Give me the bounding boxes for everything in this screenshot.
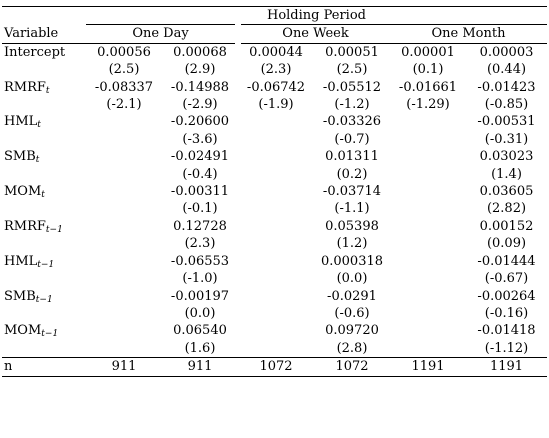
n-value-cell: 1072: [314, 358, 390, 376]
t-statistic-cell: (-1.1): [334, 201, 370, 217]
coefficient-cell: 0.00056: [97, 44, 151, 60]
t-statistic-cell: (2.3): [184, 236, 216, 252]
t-statistic-cell: [86, 166, 162, 183]
t-statistic-cell: (0.0): [336, 271, 368, 287]
t-statistic-cell: [86, 235, 162, 252]
column-header-row: [2, 25, 547, 43]
variable-label: Intercept: [4, 44, 66, 60]
t-statistic-cell: (0.09): [486, 236, 527, 252]
coefficient-cell: -0.14988: [170, 79, 230, 95]
n-value-cell: 1191: [390, 358, 466, 376]
coefficient-cell: -0.06553: [170, 253, 230, 269]
t-statistic-cell: (-0.1): [182, 201, 218, 217]
coefficient-cell: [390, 253, 466, 270]
holding-period-label: Holding Period: [86, 7, 547, 25]
coefficient-cell: -0.00264: [477, 288, 536, 304]
t-statistic-cell: [390, 200, 466, 217]
t-statistic-cell: [238, 166, 314, 183]
blank-cell: [2, 61, 86, 78]
table-row-tstats: [2, 166, 547, 183]
variable-name: [2, 148, 86, 165]
holding-period-header-row: [2, 7, 547, 25]
t-statistic-cell: (1.4): [491, 166, 522, 182]
t-statistic-cell: [86, 131, 162, 148]
variable-name: [2, 43, 86, 61]
coefficient-cell: [86, 113, 162, 130]
t-statistic-cell: (2.82): [486, 201, 527, 217]
table-body: [2, 43, 547, 376]
coefficient-cell: 0.05398: [325, 218, 379, 234]
table-row-coefficients: [2, 183, 547, 200]
coefficient-cell: 0.03023: [479, 149, 534, 165]
coefficient-cell: -0.03714: [322, 184, 382, 200]
coefficient-cell: -0.02491: [170, 149, 230, 165]
t-statistic-cell: (-1.29): [406, 97, 450, 113]
coefficient-cell: [390, 113, 466, 130]
table-row-tstats: [2, 61, 547, 78]
blank-cell: [2, 340, 86, 358]
coefficient-cell: 0.03605: [479, 184, 534, 200]
table-row-coefficients: [2, 322, 547, 339]
t-statistic-cell: [86, 270, 162, 287]
variable-subscript: t−1: [37, 259, 55, 270]
table-row-coefficients: [2, 148, 547, 165]
t-statistic-cell: (2.5): [108, 62, 140, 78]
t-statistic-cell: [390, 166, 466, 183]
n-label: n: [2, 358, 86, 376]
t-statistic-cell: [238, 340, 314, 358]
coefficient-cell: -0.20600: [170, 114, 230, 130]
coefficient-cell: [238, 218, 314, 235]
coefficient-cell: 0.00152: [479, 218, 534, 234]
t-statistic-cell: [390, 235, 466, 252]
table-row-tstats: [2, 96, 547, 113]
n-value-cell: 1191: [466, 358, 547, 376]
t-statistic-cell: (1.6): [184, 340, 216, 356]
variable-label: HML: [4, 253, 38, 269]
t-statistic-cell: [390, 270, 466, 287]
t-statistic-cell: (2.8): [336, 340, 368, 356]
table-row-tstats: [2, 305, 547, 322]
variable-label: RMRF: [4, 79, 46, 95]
coefficient-cell: -0.01661: [398, 79, 458, 95]
table-row-tstats: [2, 131, 547, 148]
variable-subscript: t: [35, 155, 40, 166]
header-blank-cell: [2, 7, 86, 25]
table-row-coefficients: [2, 253, 547, 270]
table-row-coefficients: [2, 218, 547, 235]
table-row-tstats: [2, 235, 547, 252]
table-row-coefficients: [2, 43, 547, 61]
t-statistic-cell: (-0.16): [484, 305, 529, 321]
t-statistic-cell: (2.9): [184, 62, 216, 78]
table-row-coefficients: [2, 113, 547, 130]
t-statistic-cell: (0.0): [184, 305, 216, 321]
variable-label: SMB: [4, 288, 36, 304]
blank-cell: [2, 305, 86, 322]
t-statistic-cell: [86, 305, 162, 322]
t-statistic-cell: (-0.6): [334, 305, 370, 321]
t-statistic-cell: (-1.9): [258, 97, 294, 113]
variable-name: [2, 183, 86, 200]
t-statistic-cell: (2.5): [336, 62, 368, 78]
t-statistic-cell: [390, 131, 466, 148]
variable-name: [2, 79, 86, 96]
coefficient-cell: -0.00197: [170, 288, 230, 304]
coefficient-cell: 0.00051: [325, 44, 379, 60]
t-statistic-cell: [238, 235, 314, 252]
coefficient-cell: 0.00044: [249, 44, 303, 60]
coefficient-cell: 0.12728: [173, 218, 227, 234]
coefficient-cell: [86, 253, 162, 270]
variable-subscript: t: [37, 120, 41, 131]
coefficient-cell: -0.03326: [322, 114, 382, 130]
regression-table: [2, 6, 547, 377]
variable-label: MOM: [4, 184, 42, 200]
t-statistic-cell: [238, 305, 314, 322]
blank-cell: [2, 131, 86, 148]
t-statistic-cell: (2.3): [260, 62, 292, 78]
variable-subscript: t: [41, 190, 45, 201]
variable-name: [2, 218, 86, 235]
coefficient-cell: -0.08337: [94, 79, 154, 95]
t-statistic-cell: (-1.0): [182, 271, 218, 287]
table-row-coefficients: [2, 288, 547, 305]
coefficient-cell: [390, 322, 466, 339]
coefficient-cell: [238, 183, 314, 200]
coefficient-cell: [390, 183, 466, 200]
coefficient-cell: [86, 322, 162, 339]
table-row-tstats: [2, 270, 547, 287]
coefficient-cell: -0.01418: [477, 323, 536, 339]
n-value-cell: 1072: [238, 358, 314, 376]
variable-label: MOM: [4, 323, 42, 339]
coefficient-cell: [86, 148, 162, 165]
t-statistic-cell: [238, 270, 314, 287]
blank-cell: [2, 96, 86, 113]
coefficient-cell: [86, 288, 162, 305]
variable-label: RMRF: [4, 218, 46, 234]
variable-label: HML: [4, 114, 38, 130]
t-statistic-cell: [238, 131, 314, 148]
group-header-one-day: One Day: [86, 25, 238, 43]
coefficient-cell: [86, 218, 162, 235]
table-row-tstats: [2, 340, 547, 358]
t-statistic-cell: (1.2): [336, 236, 368, 252]
t-statistic-cell: (-0.7): [334, 131, 370, 147]
t-statistic-cell: (-2.9): [182, 97, 218, 113]
t-statistic-cell: (-0.4): [182, 166, 218, 182]
t-statistic-cell: (0.2): [336, 166, 368, 182]
t-statistic-cell: (-3.6): [182, 131, 218, 147]
variable-subscript: t−1: [41, 329, 59, 340]
blank-cell: [2, 166, 86, 183]
variable-name: [2, 253, 86, 270]
variable-subscript: t−1: [45, 224, 63, 235]
coefficient-cell: 0.06540: [173, 323, 227, 339]
table-row-coefficients: [2, 79, 547, 96]
coefficient-cell: 0.00001: [401, 44, 455, 60]
blank-cell: [2, 235, 86, 252]
table-row-tstats: [2, 200, 547, 217]
coefficient-cell: -0.05512: [322, 79, 382, 95]
group-header-one-week: One Week: [238, 25, 390, 43]
t-statistic-cell: [86, 200, 162, 217]
coefficient-cell: [238, 288, 314, 305]
coefficient-cell: -0.00531: [477, 114, 536, 130]
t-statistic-cell: (-0.31): [484, 131, 529, 147]
t-statistic-cell: [390, 340, 466, 358]
coefficient-cell: [390, 218, 466, 235]
coefficient-cell: -0.0291: [327, 288, 377, 304]
coefficient-cell: -0.00311: [170, 184, 230, 200]
coefficient-cell: [390, 148, 466, 165]
table-row-n: [2, 358, 547, 376]
t-statistic-cell: (-1.2): [334, 97, 370, 113]
coefficient-cell: 0.09720: [325, 323, 379, 339]
t-statistic-cell: (-2.1): [106, 97, 142, 113]
coefficient-cell: [86, 183, 162, 200]
coefficient-cell: -0.01423: [477, 79, 536, 95]
coefficient-cell: [238, 148, 314, 165]
coefficient-cell: -0.01444: [477, 253, 536, 269]
coefficient-cell: 0.000318: [320, 253, 384, 269]
blank-cell: [2, 200, 86, 217]
coefficient-cell: [390, 288, 466, 305]
t-statistic-cell: [86, 340, 162, 358]
t-statistic-cell: (0.1): [412, 62, 444, 78]
coefficient-cell: 0.00003: [479, 44, 534, 60]
coefficient-cell: [238, 322, 314, 339]
variable-header: Variable: [2, 25, 86, 43]
t-statistic-cell: [238, 200, 314, 217]
t-statistic-cell: [390, 305, 466, 322]
variable-subscript: t−1: [35, 294, 53, 305]
variable-label: SMB: [4, 149, 36, 165]
t-statistic-cell: (-0.85): [484, 97, 529, 113]
group-header-one-month: One Month: [390, 25, 547, 43]
coefficient-cell: 0.00068: [173, 44, 227, 60]
variable-subscript: t: [45, 85, 50, 96]
coefficient-cell: [238, 253, 314, 270]
blank-cell: [2, 270, 86, 287]
variable-name: [2, 113, 86, 130]
coefficient-cell: -0.06742: [246, 79, 306, 95]
variable-name: [2, 288, 86, 305]
t-statistic-cell: (-1.12): [484, 340, 529, 356]
n-value-cell: 911: [86, 358, 162, 376]
t-statistic-cell: (0.44): [486, 62, 527, 78]
variable-name: [2, 322, 86, 339]
n-value-cell: 911: [162, 358, 238, 376]
coefficient-cell: 0.01311: [325, 149, 379, 165]
t-statistic-cell: (-0.67): [484, 271, 529, 287]
coefficient-cell: [238, 113, 314, 130]
